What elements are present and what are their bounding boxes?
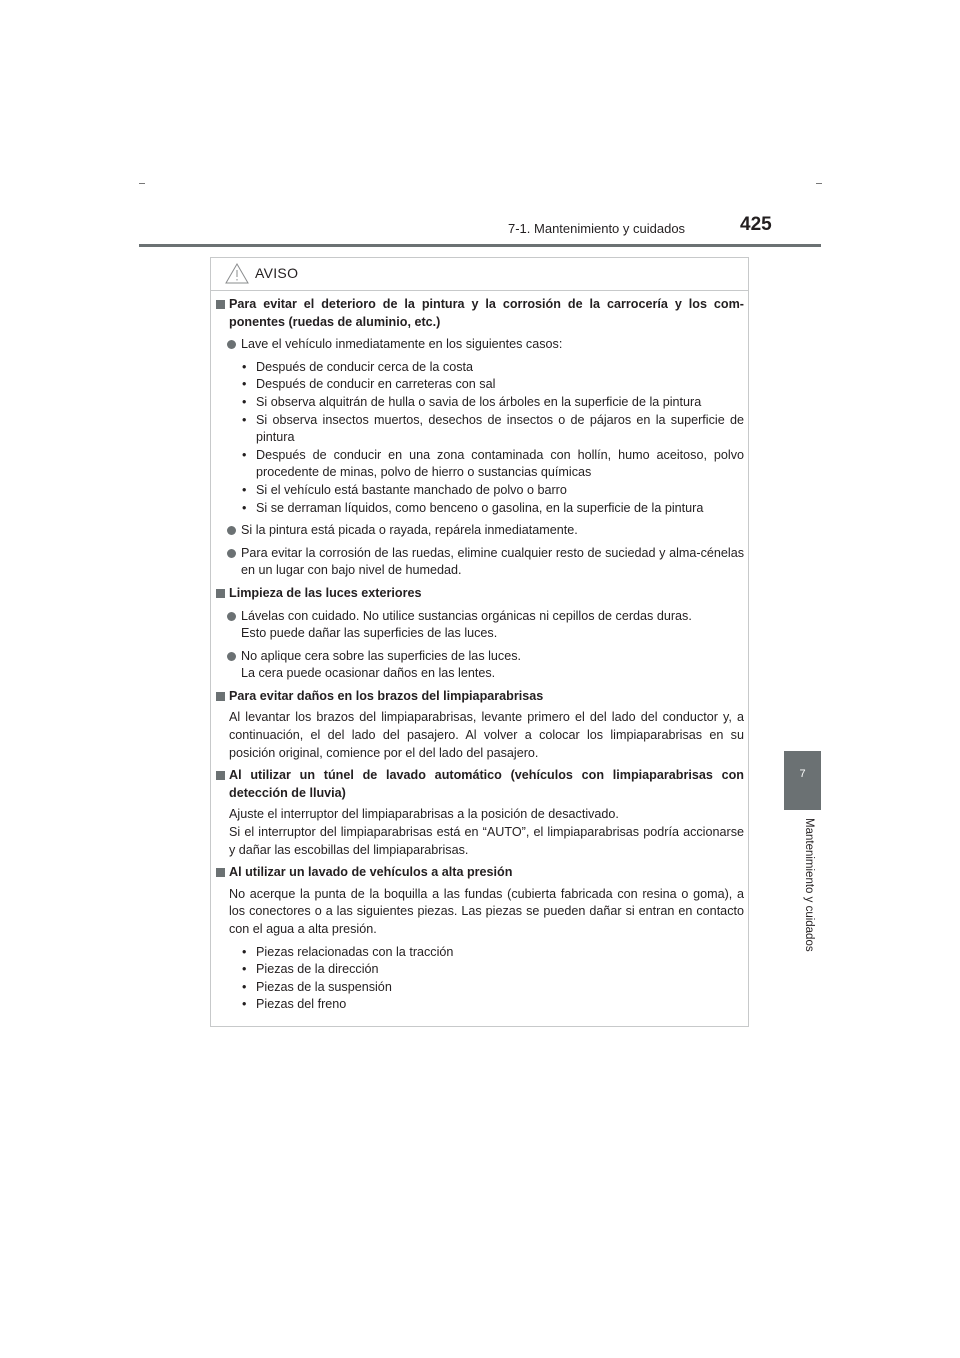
square-bullet-icon <box>216 300 225 309</box>
sub-list <box>216 944 744 1014</box>
section-title: Limpieza de las luces exteriores <box>216 585 744 603</box>
warning-content <box>216 294 744 1014</box>
list-item: • Después de conducir en una zona contaminada con hollín, humo aceitoso, polvo procedente de minas, polvo de hierro o sustancias químicas <box>242 447 744 480</box>
paragraph: Ajuste el interruptor del limpiaparabrisas a la posición de desactivado. Si el interruptor del limpiaparabrisas está en “AUTO”, el limpiaparabrisas podría accionarse y dañar las escobillas del limpiaparabrisas. <box>229 807 744 857</box>
warning-box-separator <box>211 290 748 291</box>
list-item: • Piezas de la suspensión <box>242 979 392 994</box>
bullet-item: Para evitar la corrosión de las ruedas, elimine cualquier resto de suciedad y alma-cénelas en un lugar con bajo nivel de humedad. <box>216 545 744 580</box>
list-item: • Si observa alquitrán de hulla o savia de los árboles en la superficie de la pintura <box>242 394 702 409</box>
chapter-number: 7 <box>799 768 806 780</box>
list-item: • Si el vehículo está bastante manchado de polvo o barro <box>242 482 567 497</box>
circle-bullet-icon <box>227 549 236 558</box>
square-bullet-icon <box>216 589 225 598</box>
list-item: • Piezas del freno <box>242 997 347 1012</box>
square-bullet-icon <box>216 868 225 877</box>
crop-mark-right <box>816 183 822 184</box>
page-number: 425 <box>740 214 772 235</box>
circle-bullet-icon <box>227 612 236 621</box>
circle-bullet-icon <box>227 526 236 535</box>
list-item: • Después de conducir cerca de la costa <box>242 359 474 374</box>
sub-list <box>216 359 744 517</box>
chapter-tab <box>784 751 821 810</box>
circle-bullet-icon <box>227 652 236 661</box>
circle-bullet-icon <box>227 340 236 349</box>
warning-box-header <box>225 262 298 284</box>
paragraph: Al levantar los brazos del limpiaparabrisas, levante primero el del lado del conductor y, a continuación, el del lado del pasajero. Al volver a colocar los limpiaparabrisas en su posición original, comience por el del lado del pasajero. <box>229 710 744 760</box>
square-bullet-icon <box>216 692 225 701</box>
list-item: • Piezas de la dirección <box>242 962 379 977</box>
square-bullet-icon <box>216 771 225 780</box>
list-item: • Si se derraman líquidos, como benceno o gasolina, en la superficie de la pintura <box>242 500 704 515</box>
bullet-item: No aplique cera sobre las superficies de las luces. La cera puede ocasionar daños en las lentes. <box>216 648 744 683</box>
list-item: • Si observa insectos muertos, desechos de insectos o de pájaros en la superficie de pintura <box>242 412 744 445</box>
bullet-item: Lávelas con cuidado. No utilice sustancias orgánicas ni cepillos de cerdas duras. Esto puede dañar las superficies de las luces. <box>216 608 744 643</box>
bullet-item: Lave el vehículo inmediatamente en los siguientes casos: <box>216 336 744 354</box>
warning-box-title: AVISO <box>255 265 299 281</box>
crop-mark-left <box>139 183 145 184</box>
section-title: Para evitar el deterioro de la pintura y la corrosión de la carrocería y los com-ponentes (ruedas de aluminio, etc.) <box>216 296 744 331</box>
header-rule <box>139 244 821 247</box>
paragraph: No acerque la punta de la boquilla a las fundas (cubierta fabricada con resina o goma), a los conectores o a las siguientes piezas. Las piezas se pueden dañar si entran en contacto con el agua a alta presión. <box>229 886 744 936</box>
bullet-item: Si la pintura está picada o rayada, repárela inmediatamente. <box>216 522 744 540</box>
section-title: Al utilizar un lavado de vehículos a alta presión <box>216 864 744 882</box>
section-title: Al utilizar un túnel de lavado automático (vehículos con limpiaparabrisas con detección de lluvia) <box>216 767 744 802</box>
list-item: • Después de conducir en carreteras con sal <box>242 377 496 392</box>
section-title: Para evitar daños en los brazos del limpiaparabrisas <box>216 688 744 706</box>
warning-triangle-icon <box>225 263 249 284</box>
list-item: • Piezas relacionadas con la tracción <box>242 944 454 959</box>
header-section-title: 7-1. Mantenimiento y cuidados <box>508 221 686 236</box>
chapter-label: Mantenimiento y cuidados <box>803 818 815 952</box>
